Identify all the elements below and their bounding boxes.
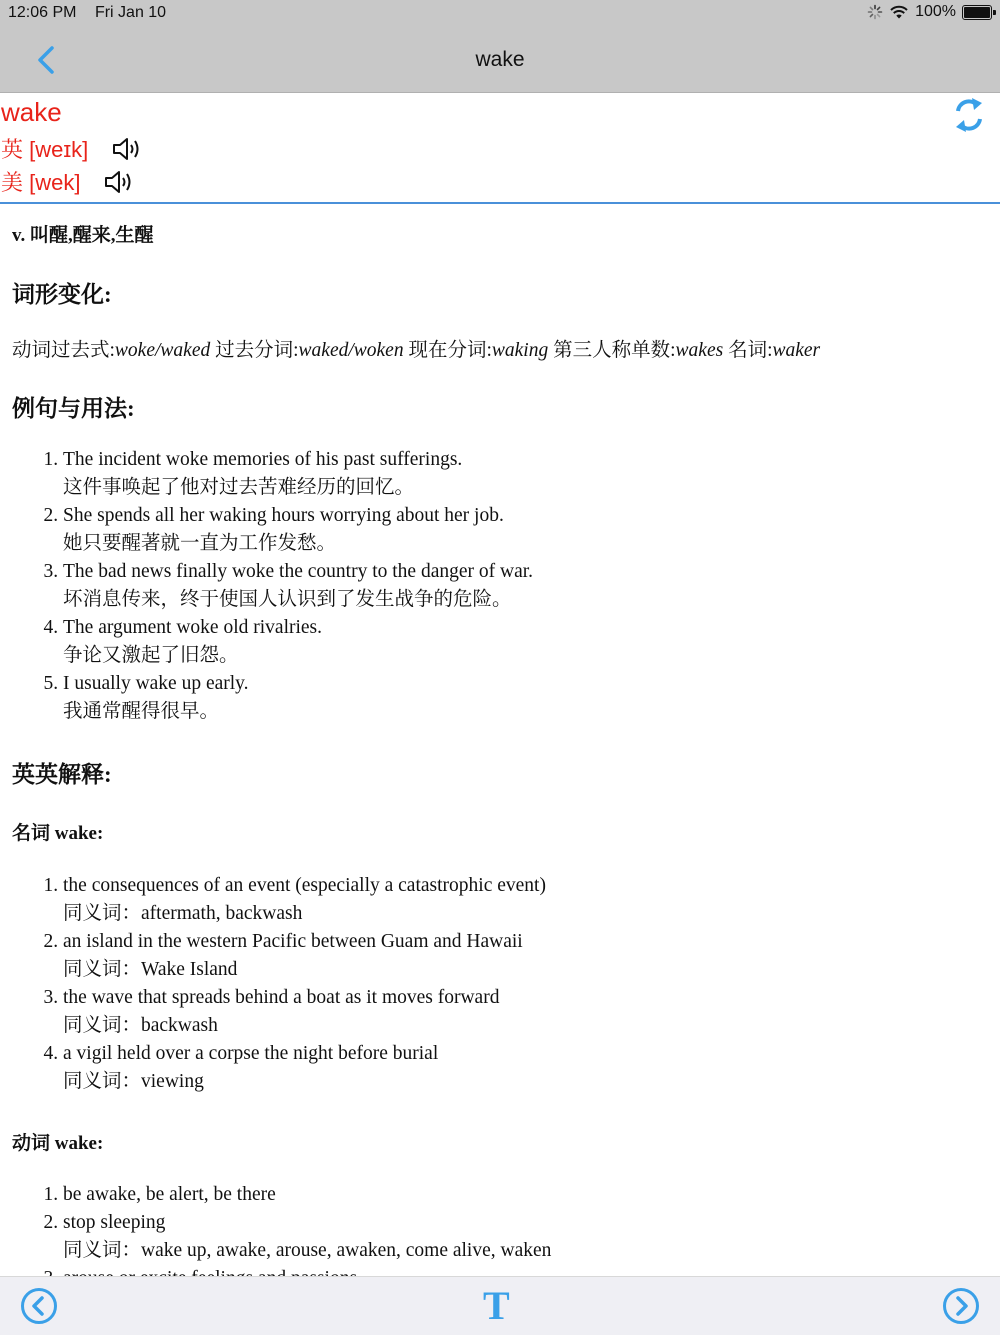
definition-text: a vigil held over a corpse the night before burial [63,1043,439,1064]
example-en: The argument woke old rivalries. [63,617,323,638]
list-item [63,984,546,1040]
bottom-toolbar [0,1276,1000,1335]
activity-spinner-icon [867,4,883,20]
example-cn: 我通常醒得很早。 [63,701,220,722]
status-date: Fri Jan 10 [94,4,167,21]
font-size-button[interactable]: T [483,1283,510,1328]
navigation-bar [0,28,1000,93]
definition-text: an island in the western Pacific between Guam and Hawaii [63,931,523,952]
verb-title: 动词 wake: [12,1133,104,1154]
uk-phonetic: 英 [weɪk] [1,137,89,162]
uk-pronunciation [1,133,142,164]
example-cn: 争论又激起了旧怨。 [63,645,239,666]
synonyms: 同义词：backwash [63,1015,218,1036]
list-item [63,1209,551,1265]
previous-circle-icon[interactable] [20,1287,58,1325]
list-item [63,1040,546,1096]
uk-speaker-icon[interactable] [112,136,142,162]
example-cn: 坏消息传来，终于使国人认识到了发生战争的危险。 [63,589,512,610]
example-cn: 这件事唤起了他对过去苦难经历的回忆。 [63,477,415,498]
refresh-icon[interactable] [954,97,984,133]
definition-text: be awake, be alert, be there [63,1184,276,1205]
list-item [63,502,533,558]
us-speaker-icon[interactable] [104,169,134,195]
battery-icon [962,5,992,20]
form-label: 现在分词: [403,340,492,361]
examples-list [0,446,533,726]
definition-text: the wave that spreads behind a boat as it moves forward [63,987,500,1008]
example-en: The bad news finally woke the country to the danger of war. [63,561,534,582]
examples-section-title: 例句与用法: [12,396,135,421]
list-item [63,928,546,984]
example-en: I usually wake up early. [63,673,249,694]
forms-section-title: 词形变化: [12,282,112,307]
definition-text: stop sleeping [63,1212,166,1233]
word-header [0,93,1000,204]
list-item [63,558,533,614]
example-cn: 她只要醒著就一直为工作发愁。 [63,533,337,554]
form-label: 第三人称单数: [548,340,676,361]
definition-text: the consequences of an event (especially a catastrophic event) [63,875,546,896]
list-item [63,1181,551,1209]
noun-title: 名词 wake: [12,823,104,844]
form-value: wakes [675,340,724,361]
status-time: 12:06 PM [8,4,77,21]
us-phonetic: 美 [wek] [1,170,81,195]
noun-definitions [0,872,546,1096]
form-value: waker [772,340,821,361]
page-title: wake [475,48,525,71]
synonyms: 同义词：viewing [63,1071,204,1092]
part-of-speech-summary: v. 叫醒,醒来,生醒 [12,225,154,246]
synonyms: 同义词：aftermath, backwash [63,903,303,924]
headword: wake [1,97,62,127]
status-bar [0,0,1000,28]
form-value: waked/woken [298,340,404,361]
synonyms: 同义词：wake up, awake, arouse, awaken, come alive, waken [63,1240,552,1261]
us-pronunciation [1,166,134,197]
english-section-title: 英英解释: [12,762,112,787]
example-en: She spends all her waking hours worrying about her job. [63,505,504,526]
form-label: 动词过去式: [12,340,115,361]
synonyms: 同义词：Wake Island [63,959,238,980]
battery-percent: 100% [915,3,956,20]
list-item [63,670,533,726]
definition-content[interactable] [0,204,1000,1276]
example-en: The incident woke memories of his past sufferings. [63,449,463,470]
form-value: waking [491,340,549,361]
list-item [63,446,533,502]
form-label: 过去分词: [210,340,299,361]
next-circle-icon[interactable] [942,1287,980,1325]
list-item [63,614,533,670]
list-item [63,872,546,928]
word-forms [12,334,820,362]
form-value: woke/waked [114,340,211,361]
wifi-icon [889,4,909,20]
form-label: 名词: [723,340,773,361]
